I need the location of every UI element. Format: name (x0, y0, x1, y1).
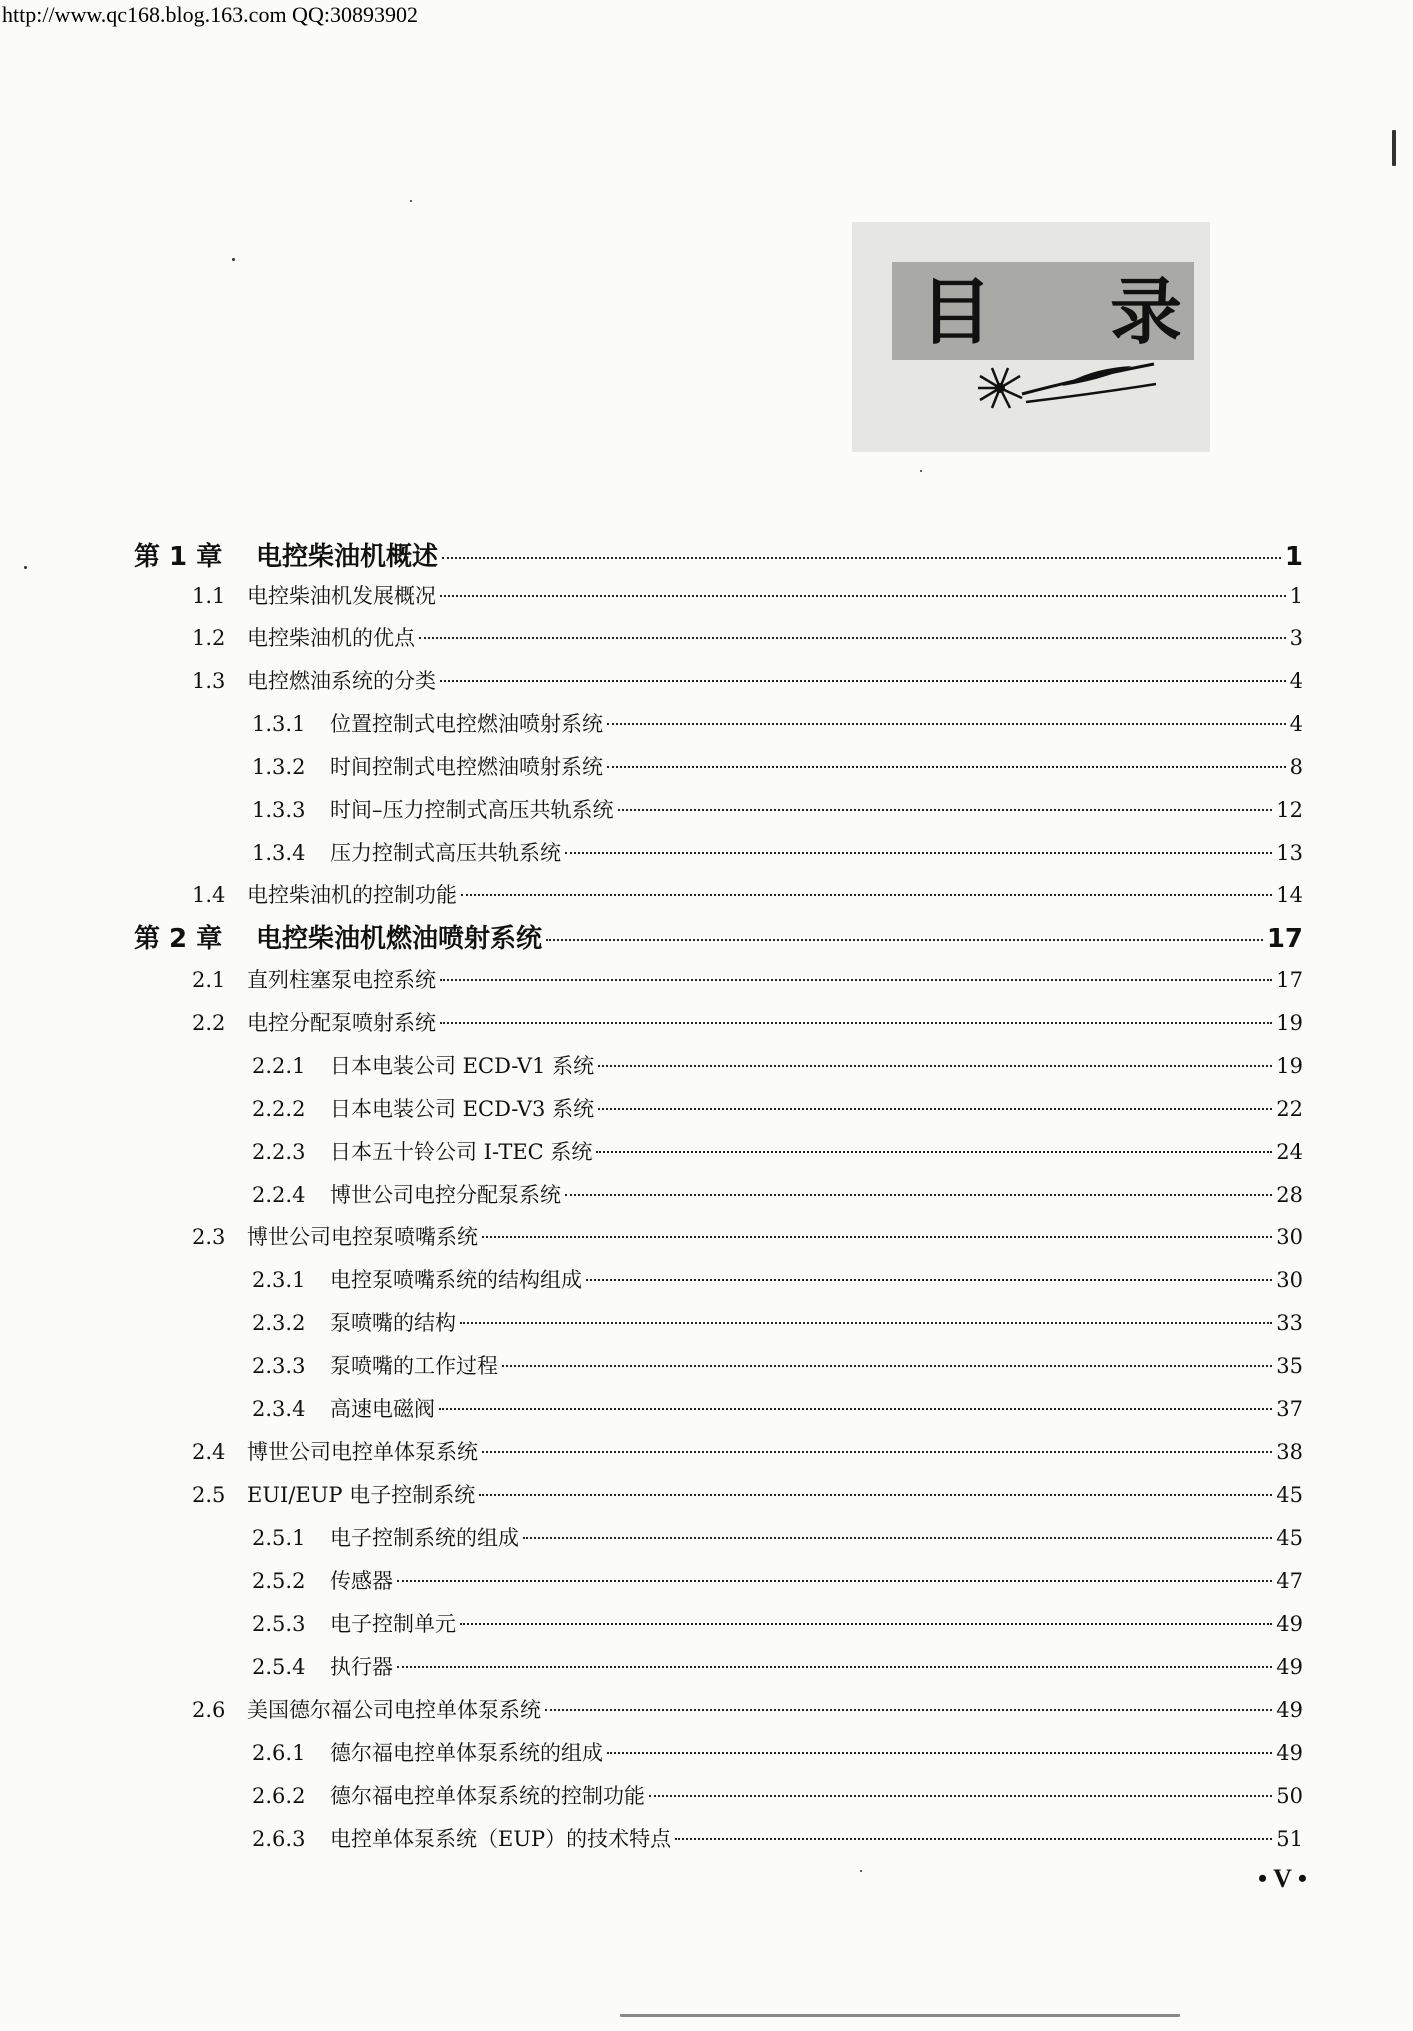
toc-entry-page: 30 (1276, 1268, 1303, 1292)
dot-leader (565, 852, 1272, 854)
toc-entry-section[interactable] (192, 1436, 1303, 1476)
toc-entry-number: 1.3.2 (252, 755, 306, 779)
toc-entry-subsection[interactable] (252, 794, 1303, 834)
toc-entry-number: 2.2 (192, 1011, 226, 1035)
toc-entry-title: 泵喷嘴的结构 (330, 1311, 456, 1335)
toc-entry-number: 2.5.3 (252, 1612, 306, 1636)
dot-leader (440, 595, 1286, 597)
toc-entry-page: 19 (1276, 1011, 1303, 1035)
toc-entry-title: 时间–压力控制式高压共轨系统 (330, 798, 614, 822)
toc-entry-number: 2.3.4 (252, 1397, 306, 1421)
toc-entry-title: 直列柱塞泵电控系统 (247, 968, 436, 992)
toc-entry-page: 33 (1276, 1311, 1303, 1335)
toc-entry-subsection[interactable] (252, 1093, 1303, 1133)
toc-entry-number: 2.3.3 (252, 1354, 306, 1378)
toc-entry-title: 电控燃油系统的分类 (247, 669, 436, 693)
toc-entry-number: 1.1 (192, 584, 226, 608)
toc-entry-title: 电子控制单元 (330, 1612, 456, 1636)
toc-entry-page: 50 (1276, 1784, 1303, 1808)
toc-entry-number: 1.3.4 (252, 841, 306, 865)
toc-entry-number: 2.5 (192, 1483, 226, 1507)
dot-leader (460, 1322, 1272, 1324)
toc-entry-number: 2.2.4 (252, 1183, 306, 1207)
toc-entry-number: 第 1 章 (134, 542, 223, 572)
toc-entry-subsection[interactable] (252, 751, 1303, 791)
toc-entry-title: 时间控制式电控燃油喷射系统 (330, 755, 603, 779)
toc-entry-title: 德尔福电控单体泵系统的组成 (330, 1741, 603, 1765)
toc-entry-page: 1 (1284, 542, 1303, 572)
dot-leader (440, 680, 1286, 682)
toc-entry-page: 4 (1289, 669, 1303, 693)
scan-speck (920, 470, 922, 472)
toc-entry-subsection[interactable] (252, 1179, 1303, 1219)
toc-entry-title: 位置控制式电控燃油喷射系统 (330, 712, 603, 736)
toc-entry-section[interactable] (192, 964, 1303, 1004)
toc-entry-number: 2.3 (192, 1225, 226, 1249)
toc-entry-number: 1.3.1 (252, 712, 306, 736)
toc-entry-subsection[interactable] (252, 1050, 1303, 1090)
toc-entry-title: 高速电磁阀 (330, 1397, 435, 1421)
toc-entry-page: 47 (1276, 1569, 1303, 1593)
toc-entry-page: 38 (1276, 1440, 1303, 1464)
toc-entry-page: 35 (1276, 1354, 1303, 1378)
toc-entry-title: 电子控制系统的组成 (330, 1526, 519, 1550)
toc-entry-number: 2.5.2 (252, 1569, 306, 1593)
flower-ornament-icon (942, 354, 1162, 426)
dot-leader (461, 894, 1272, 896)
toc-entry-title: 博世公司电控泵喷嘴系统 (247, 1225, 478, 1249)
toc-entry-subsection[interactable] (252, 1264, 1303, 1304)
toc-entry-page: 13 (1276, 841, 1303, 865)
toc-entry-subsection[interactable] (252, 1608, 1303, 1648)
title-char-2: 录 (1110, 270, 1183, 354)
toc-entry-title: 执行器 (330, 1655, 393, 1679)
toc-entry-title: 电控柴油机的控制功能 (247, 883, 457, 907)
dot-leader (482, 1451, 1272, 1453)
toc-entry-page: 49 (1276, 1612, 1303, 1636)
dot-leader (546, 939, 1263, 941)
dot-leader (440, 979, 1272, 981)
toc-entry-subsection[interactable] (252, 1136, 1303, 1176)
toc-entry-title: 电控单体泵系统（EUP）的技术特点 (330, 1827, 672, 1851)
toc-entry-number: 1.3.3 (252, 798, 306, 822)
toc-entry-number: 1.3 (192, 669, 226, 693)
toc-entry-subsection[interactable] (252, 1350, 1303, 1390)
toc-entry-section[interactable] (192, 1694, 1303, 1734)
scan-bottom-artifact (620, 2014, 1180, 2017)
dot-leader (607, 1752, 1272, 1754)
toc-entry-title: 博世公司电控分配泵系统 (330, 1183, 561, 1207)
toc-entry-subsection[interactable] (252, 1522, 1303, 1562)
toc-entry-page: 17 (1276, 968, 1303, 992)
toc-entry-subsection[interactable] (252, 837, 1303, 877)
toc-entry-number: 1.4 (192, 883, 226, 907)
toc-entry-title: 电控分配泵喷射系统 (247, 1011, 436, 1035)
dot-leader (523, 1537, 1272, 1539)
toc-entry-title: 电控泵喷嘴系统的结构组成 (330, 1268, 582, 1292)
toc-entry-page: 49 (1276, 1741, 1303, 1765)
dot-leader (675, 1838, 1272, 1840)
toc-entry-page: 4 (1289, 712, 1303, 736)
toc-entry-subsection[interactable] (252, 1780, 1303, 1820)
toc-title-banner (852, 222, 1210, 452)
scan-speck (232, 258, 235, 261)
toc-entry-title: 电控柴油机概述 (256, 542, 439, 572)
scan-speck (24, 566, 27, 569)
toc-entry-page: 24 (1276, 1140, 1303, 1164)
toc-entry-number: 2.6.3 (252, 1827, 306, 1851)
toc-entry-page: 14 (1276, 883, 1303, 907)
dot-leader (502, 1365, 1272, 1367)
toc-entry-number: 2.6.1 (252, 1741, 306, 1765)
toc-entry-title: 传感器 (330, 1569, 393, 1593)
toc-entry-page: 22 (1276, 1097, 1303, 1121)
dot-leader (596, 1151, 1272, 1153)
toc-entry-title: 电控柴油机发展概况 (247, 584, 436, 608)
page-number-footer: • V • (1257, 1864, 1307, 1893)
scan-speck (860, 1870, 862, 1872)
toc-entry-subsection[interactable] (252, 1737, 1303, 1777)
dot-leader (607, 766, 1286, 768)
toc-entry-subsection[interactable] (252, 1393, 1303, 1433)
dot-leader (397, 1580, 1272, 1582)
toc-entry-page: 51 (1276, 1827, 1303, 1851)
toc-entry-number: 2.2.3 (252, 1140, 306, 1164)
toc-entry-title: 压力控制式高压共轨系统 (330, 841, 561, 865)
toc-entry-section[interactable] (192, 665, 1303, 705)
toc-entry-section[interactable] (192, 1221, 1303, 1261)
toc-entry-page: 49 (1276, 1655, 1303, 1679)
dot-leader (439, 1408, 1272, 1410)
toc-entry-page: 1 (1289, 584, 1303, 608)
dot-leader (545, 1709, 1272, 1711)
toc-entry-page: 8 (1289, 755, 1303, 779)
toc-entry-title: 日本电装公司 ECD-V1 系统 (330, 1054, 595, 1078)
toc-entry-title: 电控柴油机燃油喷射系统 (256, 924, 543, 954)
toc-entry-chapter-1[interactable] (134, 536, 1303, 576)
toc-entry-number: 2.3.1 (252, 1268, 306, 1292)
dot-leader (482, 1236, 1272, 1238)
toc-entry-page: 37 (1276, 1397, 1303, 1421)
toc-entry-section[interactable] (192, 622, 1303, 662)
toc-entry-title: 日本五十铃公司 I-TEC 系统 (330, 1140, 593, 1164)
toc-entry-title: 德尔福电控单体泵系统的控制功能 (330, 1784, 645, 1808)
toc-entry-number: 2.1 (192, 968, 226, 992)
toc-entry-page: 45 (1276, 1483, 1303, 1507)
toc-entry-page: 28 (1276, 1183, 1303, 1207)
dot-leader (479, 1494, 1272, 1496)
toc-entry-title: 日本电装公司 ECD-V3 系统 (330, 1097, 595, 1121)
title-char-1: 目 (920, 270, 993, 354)
scan-speck (410, 200, 412, 202)
toc-entry-number: 第 2 章 (134, 924, 223, 954)
dot-leader (586, 1279, 1272, 1281)
toc-entry-number: 2.6.2 (252, 1784, 306, 1808)
toc-entry-section[interactable] (192, 1479, 1303, 1519)
toc-entry-section[interactable] (192, 1007, 1303, 1047)
page-header-url: http://www.qc168.blog.163.com QQ:30893902 (2, 2, 418, 27)
dot-leader (598, 1065, 1272, 1067)
toc-entry-number: 2.2.2 (252, 1097, 306, 1121)
dot-leader (565, 1194, 1272, 1196)
dot-leader (419, 637, 1286, 639)
toc-entry-title: 泵喷嘴的工作过程 (330, 1354, 498, 1378)
toc-entry-number: 2.6 (192, 1698, 226, 1722)
toc-entry-page: 17 (1266, 924, 1303, 954)
toc-entry-chapter-2[interactable] (134, 918, 1303, 958)
dot-leader (607, 723, 1286, 725)
dot-leader (649, 1795, 1272, 1797)
dot-leader (460, 1623, 1272, 1625)
toc-entry-subsection[interactable] (252, 1651, 1303, 1691)
toc-entry-section[interactable] (192, 879, 1303, 919)
dot-leader (442, 557, 1281, 559)
toc-entry-page: 12 (1276, 798, 1303, 822)
dot-leader (598, 1108, 1272, 1110)
toc-entry-title: 电控柴油机的优点 (247, 626, 415, 650)
dot-leader (618, 809, 1273, 811)
toc-entry-number: 2.5.4 (252, 1655, 306, 1679)
toc-entry-section[interactable] (192, 580, 1303, 620)
toc-entry-number: 2.5.1 (252, 1526, 306, 1550)
toc-entry-page: 30 (1276, 1225, 1303, 1249)
toc-entry-title: EUI/EUP 电子控制系统 (247, 1483, 476, 1507)
toc-entry-title: 博世公司电控单体泵系统 (247, 1440, 478, 1464)
scan-edge-mark (1392, 130, 1396, 166)
toc-entry-number: 1.2 (192, 626, 226, 650)
toc-entry-subsection[interactable] (252, 708, 1303, 748)
toc-entry-page: 19 (1276, 1054, 1303, 1078)
toc-entry-number: 2.3.2 (252, 1311, 306, 1335)
dot-leader (440, 1022, 1272, 1024)
toc-entry-number: 2.4 (192, 1440, 226, 1464)
dot-leader (397, 1666, 1272, 1668)
toc-entry-title: 美国德尔福公司电控单体泵系统 (247, 1698, 541, 1722)
toc-entry-page: 49 (1276, 1698, 1303, 1722)
toc-entry-subsection[interactable] (252, 1307, 1303, 1347)
toc-entry-subsection[interactable] (252, 1823, 1303, 1863)
toc-entry-page: 45 (1276, 1526, 1303, 1550)
toc-entry-subsection[interactable] (252, 1565, 1303, 1605)
toc-entry-page: 3 (1289, 626, 1303, 650)
toc-entry-number: 2.2.1 (252, 1054, 306, 1078)
